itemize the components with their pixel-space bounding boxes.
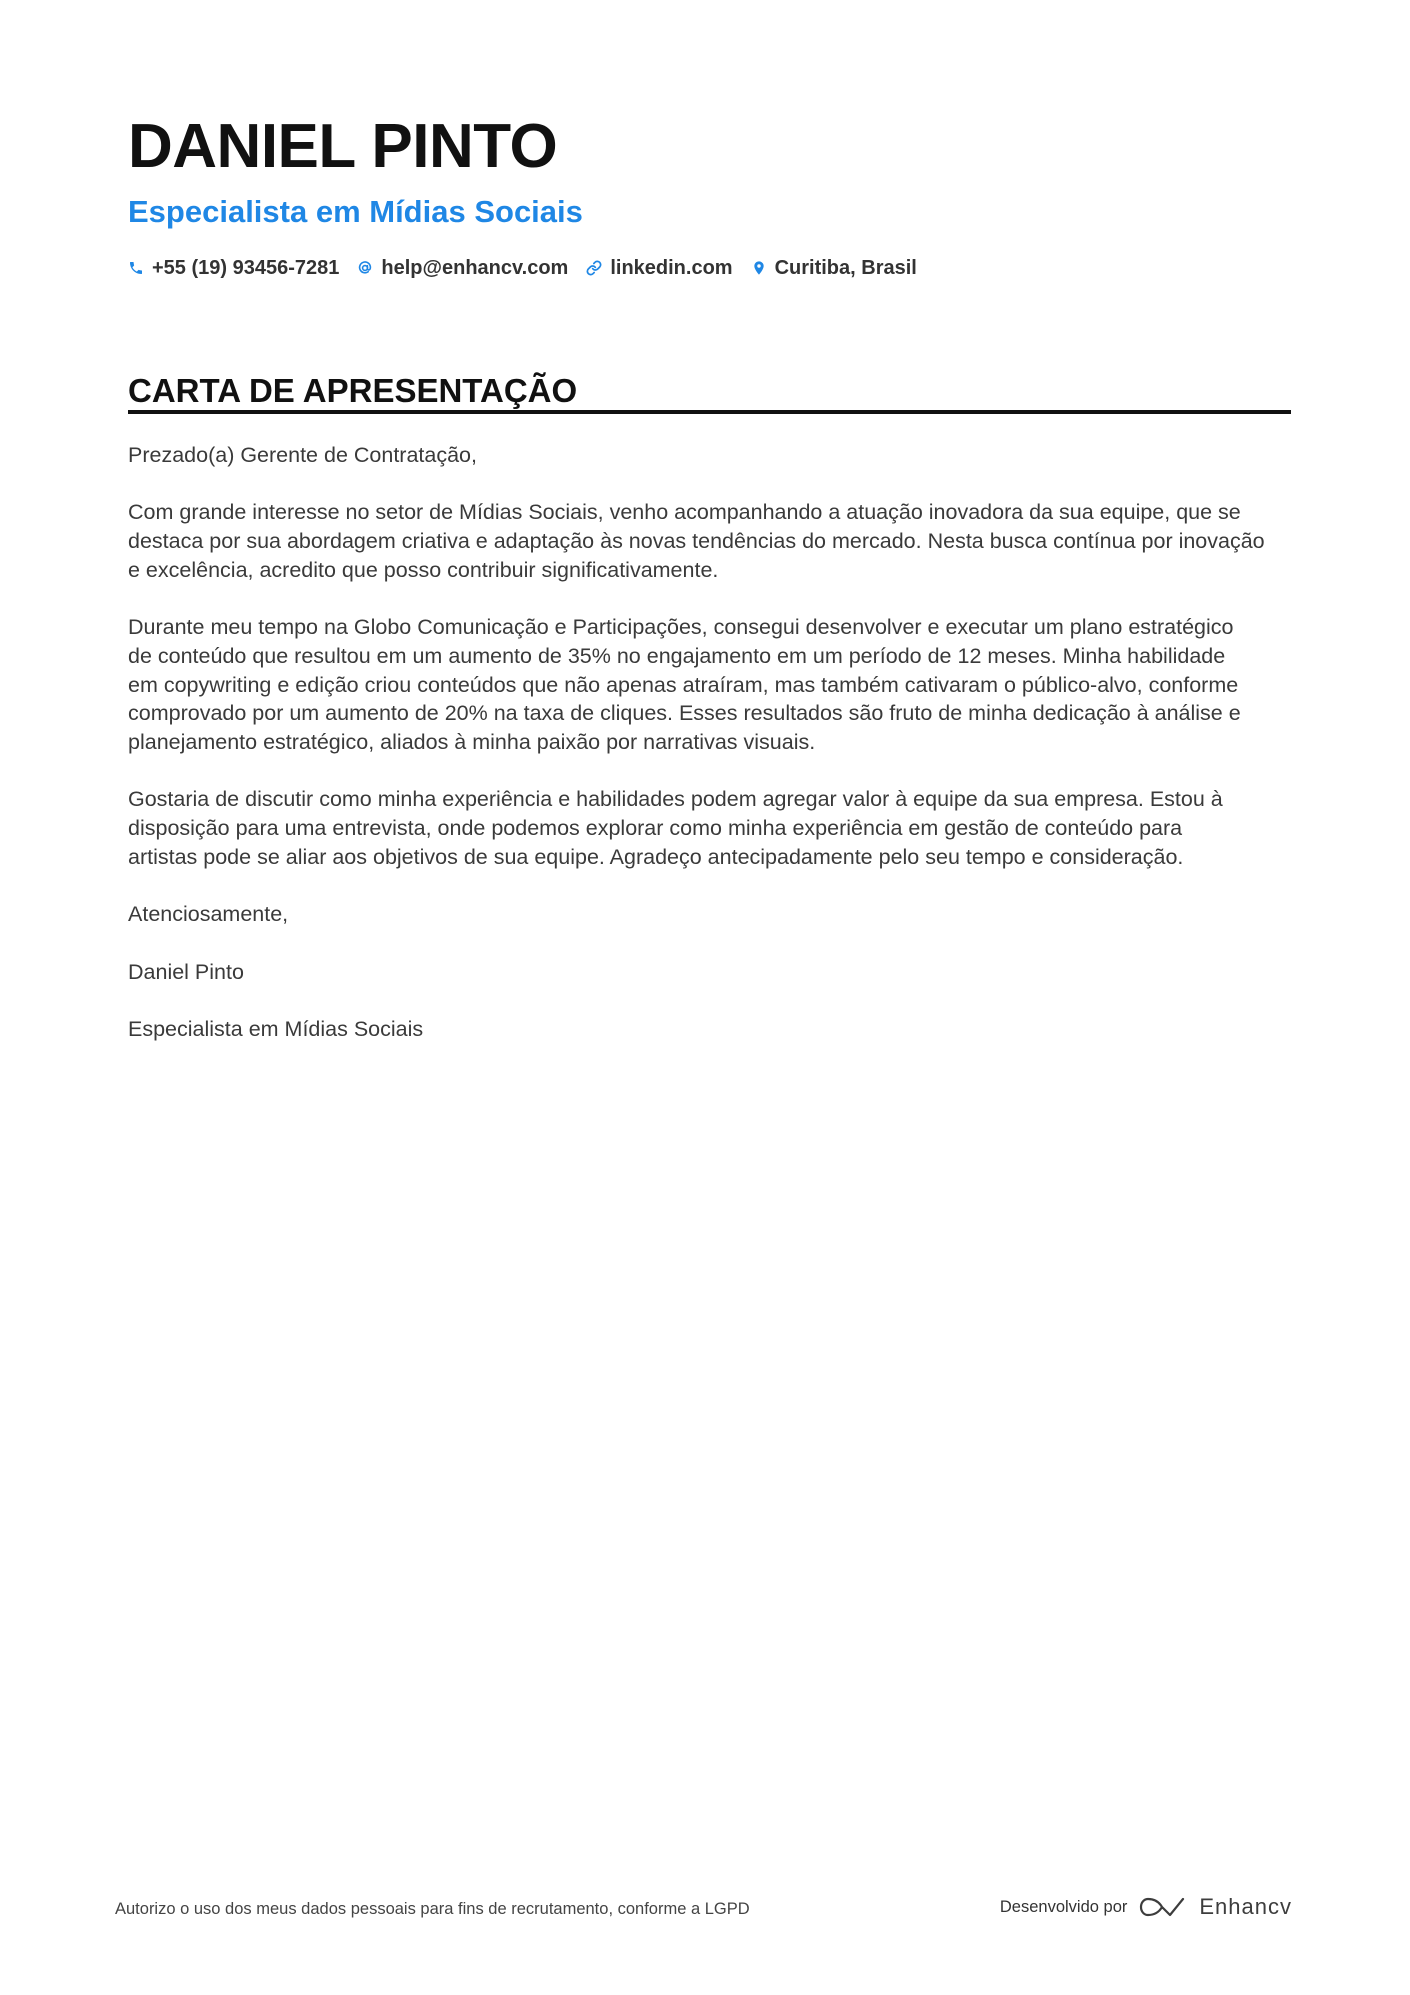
contact-phone-text: +55 (19) 93456-7281: [152, 256, 340, 279]
letter-line: de conteúdo que resultou em um aumento de 35% no engajamento em um período de 12 meses. Minha habilidade: [128, 643, 1226, 668]
candidate-title: Especialista em Mídias Sociais: [128, 194, 583, 229]
location-pin-icon: [751, 260, 767, 276]
signature-name: Daniel Pinto: [128, 959, 244, 984]
contact-location: [751, 257, 917, 280]
powered-by-label: Desenvolvido por: [999, 1897, 1128, 1916]
contact-email[interactable]: [357, 257, 568, 280]
enhancv-logo-text: Enhancv: [1199, 1894, 1292, 1919]
letter-paragraph: [128, 785, 1291, 871]
signature-title: Especialista em Mídias Sociais: [128, 1016, 424, 1041]
section-divider: [128, 410, 1291, 414]
letter-line: artistas pode se aliar aos objetivos de sua equipe. Agradeço antecipadamente pelo seu tempo e consideração.: [128, 844, 1184, 869]
powered-by-enhancv[interactable]: [1000, 1895, 1292, 1919]
letter-line: em copywriting e edição criou conteúdos que não apenas atraíram, mas também cativaram o público-alvo, conforme: [128, 672, 1239, 697]
letter-line: comprovado por um aumento de 20% na taxa de cliques. Esses resultados são fruto de minha dedicação à análise e: [128, 701, 1241, 726]
letter-line: Com grande interesse no setor de Mídias Sociais, venho acompanhando a atuação inovadora da sua equipe, que se: [128, 500, 1241, 525]
letter-line: destaca por sua abordagem criativa e adaptação às novas tendências do mercado. Nesta busca contínua por inovação: [128, 529, 1265, 554]
letter-line: Gostaria de discutir como minha experiência e habilidades podem agregar valor à equipe da sua empresa. Estou à: [128, 787, 1223, 812]
letter-paragraph: [128, 498, 1291, 584]
letter-line: e excelência, acredito que posso contribuir significativamente.: [128, 557, 719, 582]
letter-line: planejamento estratégico, aliados à minha paixão por narrativas visuais.: [128, 730, 816, 754]
phone-icon: [128, 260, 144, 276]
contact-linkedin[interactable]: [586, 257, 732, 280]
lgpd-consent-text: Autorizo o uso dos meus dados pessoais para fins de recrutamento, conforme a LGPD: [115, 1900, 750, 1918]
section-heading: CARTA DE APRESENTAÇÃO: [128, 372, 578, 409]
letter-greeting: Prezado(a) Gerente de Contratação,: [128, 443, 477, 467]
at-icon: [357, 260, 373, 276]
contact-bar: [128, 256, 935, 280]
letter-body: [128, 441, 1291, 1072]
candidate-name: DANIEL PINTO: [128, 112, 558, 181]
letter-line: Durante meu tempo na Globo Comunicação e Participações, consegui desenvolver e executar um plano estratégico: [128, 615, 1234, 640]
letter-paragraph: [128, 613, 1291, 757]
letter-closing: Atenciosamente,: [128, 902, 289, 927]
contact-location-text: Curitiba, Brasil: [774, 256, 917, 279]
letter-line: disposição para uma entrevista, onde podemos explorar como minha experiência em gestão de conteúdo para: [128, 816, 1183, 841]
contact-linkedin-text: linkedin.com: [610, 256, 733, 279]
contact-phone[interactable]: [128, 257, 339, 280]
contact-email-text: help@enhancv.com: [381, 256, 569, 279]
enhancv-logo-icon: [1139, 1896, 1185, 1918]
link-icon: [586, 260, 602, 276]
